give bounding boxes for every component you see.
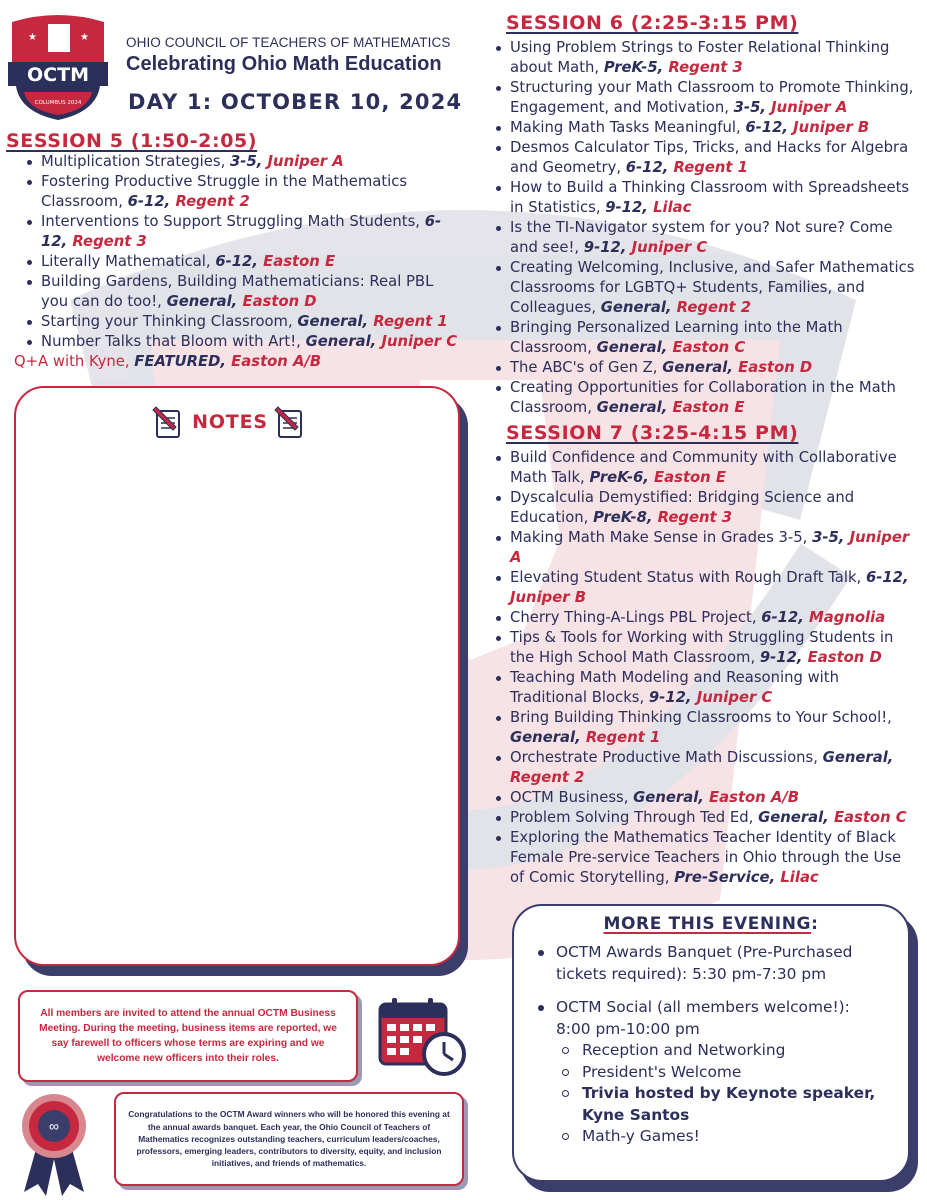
item-level: 6-12, [625,159,674,176]
item-level: 6-12, [215,253,264,270]
session7-item [491,748,919,788]
session6-item [491,358,919,378]
logo-subtext: COLUMBUS 2024 [34,100,82,106]
session5-item [22,252,462,272]
item-room: Juniper B [510,589,587,606]
notes-header [140,402,320,442]
social-sublist [556,1040,888,1148]
evening-item-social [532,997,888,1148]
item-title: Bringing Personalized Learning into the Math Classroom, [510,319,843,356]
session7-item [491,788,919,808]
item-room: Regent 1 [585,729,661,746]
item-room: Easton C [672,339,746,356]
session6-item [491,318,919,358]
item-title: Making Math Tasks Meaningful, [510,119,746,136]
item-level: General, [166,293,243,310]
evening-title-colon: : [811,914,819,934]
item-room: Lilac [653,199,692,216]
item-room: Easton A/B [709,789,800,806]
item-level: PreK-8, [593,509,658,526]
item-room: Lilac [780,869,819,886]
item-level: General, [633,789,710,806]
item-room: Regent 2 [175,193,250,210]
item-level: 9-12, [583,239,632,256]
svg-text:★: ★ [28,32,37,43]
item-room: Easton D [738,359,813,376]
session5-item [22,212,462,252]
item-title: Is the TI-Navigator system for you? Not sure? Come and see!, [510,219,893,256]
item-room: Regent 2 [510,769,585,786]
session7-item [491,488,919,528]
session7-item [491,628,919,668]
item-title: OCTM Business, [510,789,634,806]
item-room: Easton E [654,469,726,486]
item-title: Exploring the Mathematics Teacher Identity of Black Female Pre-service Teachers in Ohio through the Use of Comic Storytelling, [510,829,902,886]
item-title: Desmos Calculator Tips, Tricks, and Hacks for Algebra and Geometry, [510,139,909,176]
awards-box [114,1092,464,1186]
session5-item [22,332,462,352]
item-room: Juniper A [267,153,344,170]
session5-item [22,152,462,172]
social-subitem: Trivia hosted by Keynote speaker, Kyne Santos [556,1083,888,1126]
item-title: Building Gardens, Building Mathematicians: Real PBL you can do too!, [41,273,434,310]
session7-item [491,608,919,628]
item-title: Creating Opportunities for Collaboration in the Math Classroom, [510,379,896,416]
item-room: Juniper C [381,333,458,350]
session6-item [491,258,919,318]
logo-text: OCTM [27,64,89,86]
item-room: Easton D [807,649,882,666]
item-title: Bring Building Thinking Classrooms to Your School!, [510,709,892,726]
session7-item [491,708,919,748]
item-title: Tips & Tools for Working with Struggling Students in the High School Math Classroom, [510,629,894,666]
item-title: Making Math Make Sense in Grades 3-5, [510,529,813,546]
evening-list [532,942,888,1148]
item-title: Q+A with Kyne, [14,353,135,370]
item-room: Juniper C [696,689,773,706]
business-meeting-text: All members are invited to attend the annual OCTM Business Meeting. During the meeting, business items are reported, we say farewell to officers whose terms are expiring and we welcome new officers into their roles. [39,1008,337,1064]
evening-title [512,914,910,934]
item-room: Easton C [833,809,907,826]
session7-title: SESSION 7 (3:25-4:15 PM) [506,422,799,444]
tagline: Celebrating Ohio Math Education [126,53,442,75]
item-room: Easton D [242,293,317,310]
item-level: 6-12, [41,213,442,250]
social-text: OCTM Social (all members welcome!): 8:00 pm-10:00 pm [556,998,850,1038]
item-room: Juniper A [510,529,910,566]
item-level: General, [596,399,673,416]
notepad-icon [152,405,186,439]
session7-item [491,568,919,608]
item-level: 6-12, [865,569,909,586]
item-title: Using Problem Strings to Foster Relational Thinking about Math, [510,39,890,76]
item-level: General, [297,313,374,330]
social-subitem: Reception and Networking [556,1040,888,1062]
session6-list [491,38,919,418]
item-title: Orchestrate Productive Math Discussions, [510,749,823,766]
evening-item-banquet [532,942,888,985]
session6-item [491,178,919,218]
item-title: Structuring your Math Classroom to Promote Thinking, Engagement, and Motivation, [510,79,914,116]
item-title: Multiplication Strategies, [41,153,231,170]
item-title: Fostering Productive Struggle in the Mathematics Classroom, [41,173,408,210]
notepad-icon [274,405,308,439]
item-title: Creating Welcoming, Inclusive, and Safer Mathematics Classrooms for LGBTQ+ Students, Families, and Colleagues, [510,259,915,316]
item-level: 3-5, [230,153,268,170]
item-room: Easton E [263,253,336,270]
awards-text: Congratulations to the OCTM Award winners who will be honored this evening at the annual awards banquet. Each year, the Ohio Council of Teachers of Mathematics recognizes outstanding teachers, curriculum leaders/coaches, professors, emerging leaders, contributors to diversity, equity, and inclusion initiatives, and friends of mathematics. [128,1109,450,1169]
item-title: Interventions to Support Struggling Math Students, [41,213,425,230]
item-title: Cherry Thing-A-Lings PBL Project, [510,609,762,626]
session7-item [491,528,919,568]
day-title: DAY 1: OCTOBER 10, 2024 [128,90,463,114]
business-meeting-box [18,990,358,1082]
item-title: Problem Solving Through Ted Ed, [510,809,759,826]
item-room: Regent 3 [657,509,733,526]
svg-text:∞: ∞ [49,1118,59,1134]
svg-text:★: ★ [80,32,89,43]
item-level: 6-12, [127,193,176,210]
session5-item [22,272,462,312]
item-title: Number Talks that Bloom with Art!, [41,333,306,350]
item-level: PreK-5, [603,59,669,76]
item-title: Build Confidence and Community with Collaborative Math Talk, [510,449,897,486]
session5-title: SESSION 5 (1:50-2:05) [6,130,258,152]
item-level: 3-5, [812,529,850,546]
item-title: Teaching Math Modeling and Reasoning with Traditional Blocks, [510,669,839,706]
session7-list [491,448,919,888]
org-name: OHIO COUNCIL OF TEACHERS OF MATHEMATICS [126,35,451,50]
session6-item [491,378,919,418]
calendar-clock-icon [378,996,468,1078]
item-room: Easton A/B [231,353,322,370]
item-level: 3-5, [733,99,772,116]
session5-list [14,152,462,372]
session7-item [491,808,919,828]
item-room: Magnolia [809,609,886,626]
item-room: Regent 1 [373,313,448,330]
item-room: Easton E [672,399,745,416]
notes-label: NOTES [192,411,268,433]
item-title: Dyscalculia Demystified: Bridging Science and Education, [510,489,855,526]
social-subitem: Math-y Games! [556,1126,888,1148]
item-room: Juniper C [631,239,708,256]
session6-title: SESSION 6 (2:25-3:15 PM) [506,12,799,34]
session5-item [22,312,462,332]
item-level: 9-12, [759,649,808,666]
session7-item [491,448,919,488]
session6-item [491,218,919,258]
item-level: General, [822,749,894,766]
item-title: Elevating Student Status with Rough Draft Talk, [510,569,866,586]
item-room: Juniper A [771,99,848,116]
item-title: Literally Mathematical, [41,253,216,270]
session7-item [491,668,919,708]
evening-title-text: MORE THIS EVENING [603,914,812,934]
session7-item [491,828,919,888]
item-level: General, [600,299,677,316]
item-level: FEATURED, [134,353,232,370]
item-level: Pre-Service, [674,869,781,886]
octm-logo [6,14,110,122]
item-level: General, [758,809,834,826]
item-level: General, [510,729,586,746]
item-title: Starting your Thinking Classroom, [41,313,298,330]
session6-item [491,38,919,78]
item-level: General, [596,339,673,356]
session6-item [491,118,919,138]
item-title: The ABC's of Gen Z, [510,359,663,376]
award-ribbon-icon [18,1090,90,1198]
session5-featured-item [14,352,462,372]
item-level: 9-12, [605,199,654,216]
item-level: 6-12, [745,119,794,136]
item-room: Regent 3 [72,233,147,250]
item-level: PreK-6, [589,469,655,486]
item-title: How to Build a Thinking Classroom with Spreadsheets in Statistics, [510,179,910,216]
social-subitem: President's Welcome [556,1062,888,1084]
item-level: 6-12, [761,609,810,626]
item-room: Juniper B [793,119,870,136]
item-room: Regent 3 [668,59,743,76]
session6-item [491,78,919,118]
item-level: General, [662,359,739,376]
item-room: Regent 2 [676,299,752,316]
session5-item [22,172,462,212]
notes-box[interactable] [14,386,460,966]
item-room: Regent 1 [673,159,748,176]
item-level: 9-12, [648,689,697,706]
banquet-text: OCTM Awards Banquet (Pre-Purchased tickets required): 5:30 pm-7:30 pm [556,943,853,983]
session6-item [491,138,919,178]
item-level: General, [305,333,382,350]
